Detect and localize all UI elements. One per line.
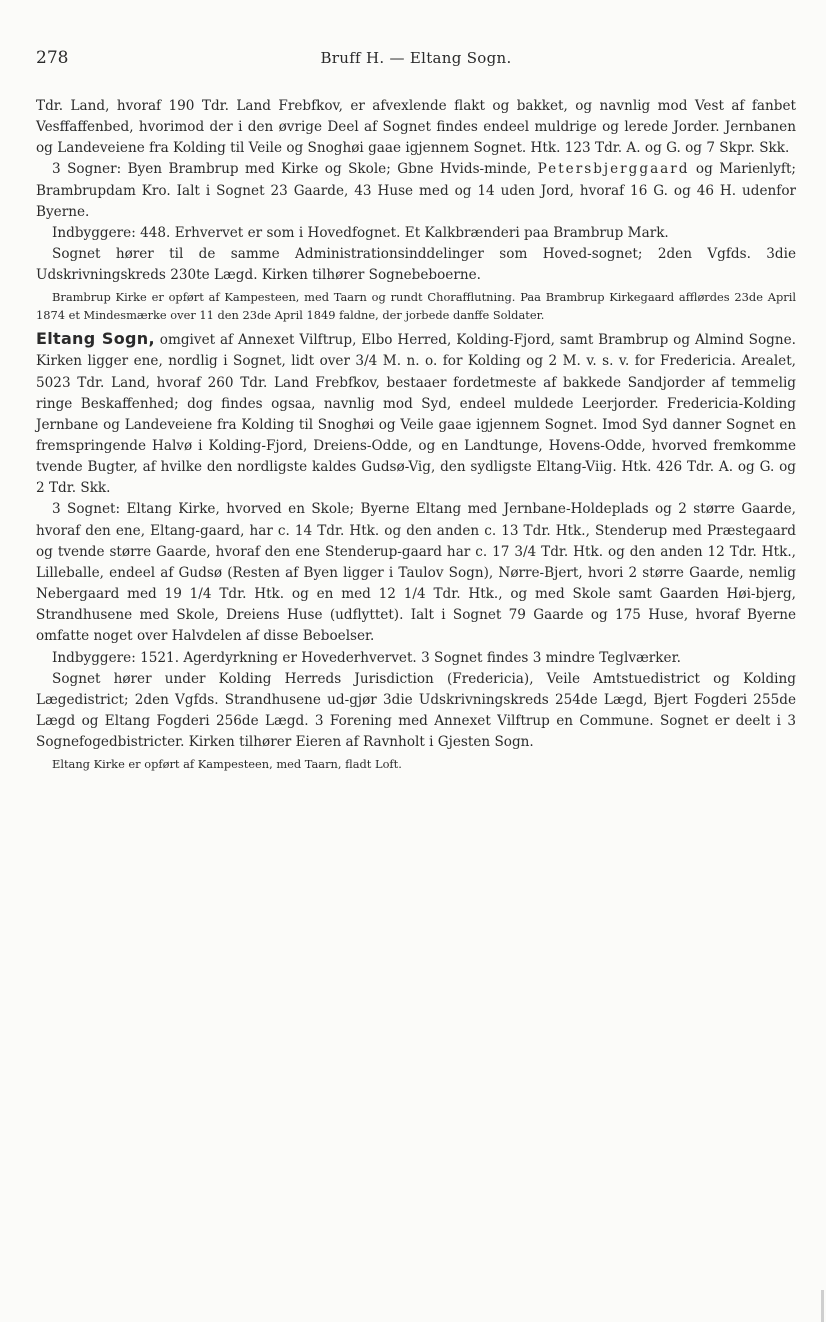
- page-body: [36, 96, 796, 774]
- text-segment: Indbyggere: 448. Erhvervet er som i Hovedfognet. Et Kalkbrænderi paa Brambrup Mark.: [52, 224, 669, 241]
- paragraph-brambrup-terrain: Tdr. Land, hvoraf 190 Tdr. Land Frebfkov, er afvexlende flakt og bakket, og navnlig mod Vest af fanbet Vesffaffenbed, hvorimod der i den øvrige Deel af Sognet findes endeel muldrige og lerede Jorder. Jernbanen og Landeveiene fra Kolding til Veile og Snoghøi gaae igjennem Sognet. Htk. 123 Tdr. A. og G. og 7 Skpr. Skk.: [36, 98, 796, 157]
- place-name-spaced: Petersbjerggaard: [537, 161, 690, 178]
- text-segment: og Marienlyft; Brambrupdam Kro. Ialt i Sognet 23 Gaarde, 43 Huse med og 14 uden Jord, hvoraf 16 G. og 46 H. udenfor Byerne.: [36, 161, 796, 220]
- footnote-brambrup-church: Brambrup Kirke er opført af Kampesteen, med Taarn og rundt Chorafflutning. Paa Brambrup Kirkegaard afflørdes 23de April 1874 et Mindesmærke over 11 den 23de April 1849 faldne, der jorbede danffe Soldater.: [36, 290, 796, 322]
- text-segment: Indbyggere: 1521. Agerdyrkning er Hovederhvervet. 3 Sognet findes 3 mindre Teglværker.: [52, 649, 681, 666]
- paragraph-brambrup-administration: [36, 244, 796, 286]
- section-heading-eltang: Eltang Sogn,: [36, 329, 155, 349]
- text-segment: omgivet af Annexet Vilftrup, Elbo Herred, Kolding-Fjord, samt Brambrup og Almind Sogne. Kirken ligger ene, nordlig i Sognet, lidt over 3/4 M. n. o. for Kolding og 2 M. v. s. v. for Fredericia. Arealet, 5023 Tdr. Land, hvoraf 260 Tdr. Land Frebfkov, bestaaer fordetmeste af bakkede Sandjorder af temmelig ringe Beskaffenhed; dog findes ogsaa, navnlig mod Syd, endeel muldede Leerjorder. Fredericia-Kolding Jernbane og Landeveiene fra Kolding til Snoghøi og Veile gaae igjennem Sognet. Imod Syd danner Sognet en fremspringende Halvø i Kolding-Fjord, Dreiens-Odde, og en Landtunge, Hovens-Odde, hvorved fremkomme tvende Bugter, af hvilke den nordligste kaldes Gudsø-Vig, den sydligste Eltang-Viig. Htk. 426 Tdr. A. og G. og 2 Tdr. Skk.: [36, 332, 796, 497]
- page-number: 278: [36, 48, 69, 68]
- text-segment: 3 Sogner: Byen Brambrup med Kirke og Skole; Gbne Hvids-minde,: [52, 161, 538, 178]
- footnote-eltang-church: Eltang Kirke er opført af Kampesteen, med Taarn, fladt Loft.: [52, 757, 402, 772]
- paragraph-brambrup-settlements: [36, 159, 796, 222]
- text-segment: Sognet hører til de samme Administrationsinddelinger som Hoved-sognet; 2den Vgfds. 3die Udskrivningskreds 230te Lægd. Kirken tilhører Sognebeboerne.: [36, 246, 796, 284]
- running-title: Bruff H. — Eltang Sogn.: [320, 49, 512, 67]
- page-edge-mark: [821, 1290, 824, 1322]
- paragraph-brambrup-population: [36, 223, 796, 244]
- text-segment: 3 Sognet: Eltang Kirke, hvorved en Skole; Byerne Eltang med Jernbane-Holdeplads og 2 større Gaarde, hvoraf den ene, Eltang-gaard, har c. 14 Tdr. Htk. og den anden c. 13 Tdr. Htk., Stenderup med Præstegaard og tvende større Gaarde, hvoraf den ene Stenderup-gaard har c. 17 3/4 Tdr. Htk. og den anden 12 Tdr. Htk., Lilleballe, endeel af Gudsø (Resten af Byen ligger i Taulov Sogn), Nørre-Bjert, hvori 2 større Gaarde, nemlig Nebergaard med 19 1/4 Tdr. Htk. og en med 12 1/4 Tdr. Htk., og med Skole samt Gaarden Høi-bjerg, Strandhusene med Skole, Dreiens Huse (udflyttet). Ialt i Sognet 79 Gaarde og 175 Huse, hvoraf Byerne omfatte noget over Halvdelen af disse Beboelser.: [36, 501, 796, 645]
- text-segment: Sognet hører under Kolding Herreds Jurisdiction (Fredericia), Veile Amtstuedistrict og Kolding Lægedistrict; 2den Vgfds. Strandhusene ud-gjør 3die Udskrivningskreds 254de Lægd, Bjert Fogderi 255de Lægd og Eltang Fogderi 256de Lægd. 3 Forening med Annexet Vilftrup en Commune. Sognet er deelt i 3 Sognefogedbistricter. Kirken tilhører Eieren af Ravnholt i Gjesten Sogn.: [36, 670, 796, 751]
- paragraph-eltang-population: [36, 648, 796, 669]
- paragraph-eltang-intro: [36, 328, 796, 499]
- running-head: [36, 48, 796, 82]
- paragraph-eltang-administration: [36, 669, 796, 754]
- paragraph-eltang-settlements: [36, 499, 796, 647]
